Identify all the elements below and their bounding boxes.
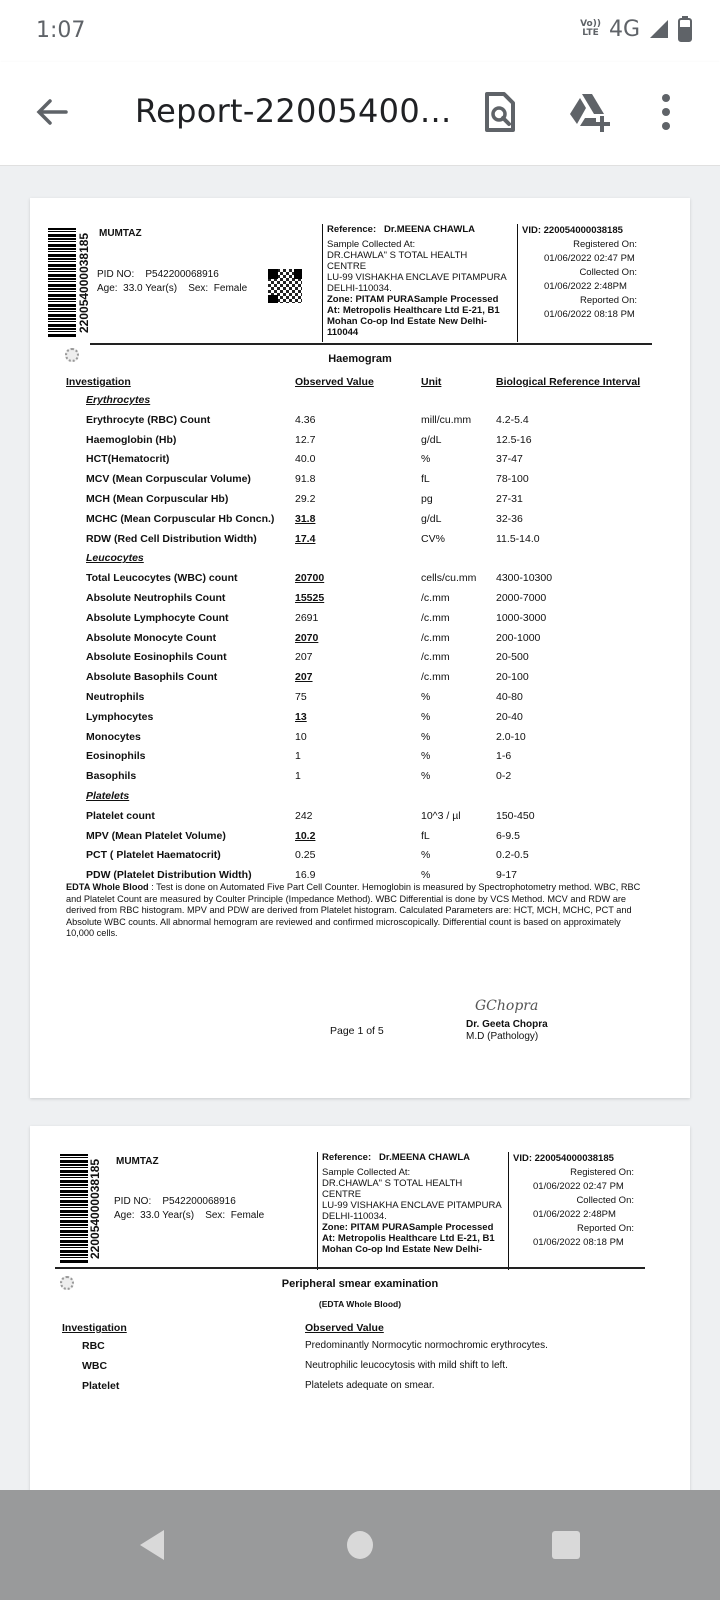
unit: cells/cu.mm — [421, 572, 477, 585]
unit: % — [421, 770, 431, 783]
observed-value: 29.2 — [295, 493, 316, 505]
reported-label: Reported On: — [579, 295, 637, 306]
reported-value: 01/06/2022 08:18 PM — [533, 1237, 624, 1248]
observed-value: 10 — [295, 730, 307, 743]
reference-interval: 27-31 — [496, 493, 523, 505]
processed-line: At: Metropolis Healthcare Ltd E-21, B1 — [327, 305, 500, 316]
registered-label: Registered On: — [573, 239, 637, 250]
reference-interval: 0.2-0.5 — [496, 849, 529, 862]
test-name: Platelet — [82, 1380, 120, 1392]
barcode-number: 220054000038185 — [77, 232, 91, 334]
reference-interval: 78-100 — [496, 473, 529, 486]
reference-interval: 32-36 — [496, 512, 523, 525]
group-heading: Leucocytes — [86, 552, 144, 565]
observed-value: Neutrophilic leucocytosis with mild shift to left. — [305, 1360, 508, 1371]
observed-value: 12.7 — [295, 433, 316, 446]
collected-label: Collected On: — [579, 267, 637, 278]
reference-doctor: Dr.MEENA CHAWLA — [379, 1152, 470, 1163]
table-row — [66, 572, 666, 590]
patient-name: MUMTAZ — [116, 1156, 159, 1167]
unit: CV% — [421, 532, 445, 545]
table-row — [66, 612, 666, 630]
status-bar — [0, 0, 720, 62]
table-row — [62, 1340, 662, 1358]
reference-line — [322, 1152, 507, 1163]
pdf-viewer[interactable] — [0, 166, 720, 1600]
header-divider — [55, 1267, 645, 1269]
unit: fL — [421, 473, 430, 486]
note-text: : Test is done on Automated Five Part Cell Counter. Hemoglobin is measured by Spectrophotometry method. WBC, RBC and Platelet Count are measured by Coulter Principle (Impedance Method). WBC Differential is done by VCS Method. MCV and RDW are derived from RBC histogram. MPV and PDW are derived from Platelet histogram. Calculated Parameters are: HCT, MCH, MCHC, PCT and Absolute WBC counts. All abnormal hemogram are reviewed and confirmed microscopically. Differential count is based on approximately 10,000 cells. — [66, 882, 641, 938]
more-options-button[interactable] — [644, 90, 688, 134]
reference-interval: 2.0-10 — [496, 730, 526, 743]
barcode — [48, 228, 76, 338]
test-name: Lymphocytes — [86, 710, 154, 723]
observed-value: 75 — [295, 691, 307, 703]
nav-recents-icon — [541, 1520, 591, 1570]
reference-interval: 1-6 — [496, 750, 512, 763]
vid-box — [517, 224, 657, 342]
test-name: Absolute Lymphocyte Count — [86, 611, 229, 624]
table-row — [62, 1380, 662, 1398]
reference-interval: 2000-7000 — [496, 592, 547, 604]
pdf-page-1 — [30, 198, 690, 1098]
reference-interval: 4300-10300 — [496, 572, 553, 585]
col-observed-value: Observed Value — [305, 1322, 384, 1334]
test-name: Absolute Monocyte Count — [86, 631, 217, 644]
table-row — [66, 513, 666, 531]
observed-value: 13 — [295, 710, 307, 723]
pid-value: P542200068916 — [162, 1196, 236, 1207]
vid-value: 220054000038185 — [543, 225, 623, 236]
registered-value: 01/06/2022 02:47 PM — [544, 253, 635, 264]
reference-label: Reference: — [322, 1152, 372, 1163]
test-name: Monocytes — [86, 730, 141, 743]
registered-label: Registered On: — [570, 1167, 634, 1178]
unit: /c.mm — [421, 592, 450, 604]
volte-icon — [580, 20, 601, 38]
table-row — [66, 473, 666, 491]
processed-line: Zone: PITAM PURASample Processed — [322, 1222, 494, 1233]
status-time: 1:07 — [36, 18, 86, 43]
doctor-degree: M.D (Pathology) — [466, 1031, 539, 1042]
group-heading: Erythrocytes — [86, 394, 151, 406]
test-name: HCT(Hematocrit) — [86, 453, 170, 466]
processed-line: 110044 — [327, 327, 359, 338]
test-name: MCV (Mean Corpuscular Volume) — [86, 473, 251, 486]
observed-value: Predominantly Normocytic normochromic erythrocytes. — [305, 1340, 548, 1351]
test-name: PDW (Platelet Distribution Width) — [86, 869, 252, 882]
patient-name: MUMTAZ — [99, 228, 142, 239]
reference-interval: 4.2-5.4 — [496, 413, 529, 426]
observed-value: 1 — [295, 770, 301, 783]
processed-line: Mohan Co-op Ind Estate New Delhi- — [322, 1244, 482, 1255]
unit: g/dL — [421, 433, 442, 446]
table-row — [66, 493, 666, 511]
collected-value: 01/06/2022 2:48PM — [544, 281, 627, 292]
test-name: RDW (Red Cell Distribution Width) — [86, 532, 257, 545]
table-row — [66, 750, 666, 768]
section-title: Peripheral smear examination — [281, 1278, 439, 1290]
nav-recents-button[interactable] — [541, 1520, 591, 1570]
unit: fL — [421, 829, 430, 842]
network-type: 4G — [608, 16, 640, 42]
drive-add-icon — [566, 90, 610, 134]
reference-interval: 0-2 — [496, 770, 512, 783]
table-row — [66, 810, 666, 828]
test-name: Total Leucocytes (WBC) count — [86, 572, 238, 585]
observed-value: 40.0 — [295, 453, 316, 466]
reported-label: Reported On: — [576, 1223, 634, 1234]
age-sex-line — [97, 282, 247, 296]
reference-interval: 200-1000 — [496, 631, 541, 644]
reference-interval: 40-80 — [496, 691, 523, 703]
pid-label: PID NO: — [114, 1196, 152, 1207]
test-name: MCH (Mean Corpuscular Hb) — [86, 493, 229, 505]
volte-bottom: LTE — [582, 28, 599, 38]
sex-label: Sex: — [188, 283, 209, 294]
pid-value: P542200068916 — [145, 269, 219, 280]
age-label: Age: — [97, 283, 118, 294]
volte-top: Vo)) — [580, 19, 601, 29]
arrow-back-icon — [32, 92, 72, 132]
col-investigation: Investigation — [62, 1322, 127, 1334]
table-row — [66, 533, 666, 551]
table-row — [66, 711, 666, 729]
observed-value: 17.4 — [295, 532, 316, 545]
sex-value: Female — [213, 283, 248, 294]
method-note — [66, 882, 646, 940]
processed-line: Zone: PITAM PURASample Processed — [327, 294, 499, 305]
reference-line — [327, 224, 514, 235]
back-button[interactable] — [32, 92, 72, 132]
observed-value: 15525 — [295, 592, 325, 604]
collected-value: 01/06/2022 2:48PM — [533, 1209, 616, 1220]
nav-home-button[interactable] — [335, 1520, 385, 1570]
unit: % — [421, 453, 431, 466]
test-name: Absolute Eosinophils Count — [86, 651, 227, 664]
observed-value: 31.8 — [295, 512, 316, 525]
observed-value: 0.25 — [295, 849, 316, 862]
signal-icon — [648, 18, 670, 40]
table-row — [66, 691, 666, 709]
collected-label: Collected On: — [576, 1195, 634, 1206]
vid-label: VID: — [513, 1153, 532, 1164]
observed-value: 2691 — [295, 611, 319, 624]
age-value: 33.0 Year(s) — [140, 1210, 195, 1221]
table-row — [66, 671, 666, 689]
find-in-page-icon — [478, 90, 522, 134]
reference-interval: 12.5-16 — [496, 433, 532, 446]
observed-value: Platelets adequate on smear. — [305, 1380, 435, 1391]
table-row — [66, 849, 666, 867]
signature: GChopra — [475, 998, 539, 1014]
observed-value: 207 — [295, 671, 313, 684]
col-investigation: Investigation — [66, 376, 131, 388]
table-row — [66, 770, 666, 788]
test-name: Absolute Neutrophils Count — [86, 592, 226, 604]
collected-at-label: Sample Collected At: — [327, 239, 416, 250]
find-in-page-button[interactable] — [478, 90, 522, 134]
test-name: Platelet count — [86, 809, 155, 822]
qr-code — [267, 268, 303, 304]
unit: /c.mm — [421, 651, 450, 664]
doctor-name: Dr. Geeta Chopra — [466, 1019, 548, 1030]
test-name: WBC — [82, 1360, 108, 1372]
nav-back-icon — [128, 1520, 178, 1570]
vid-value: 220054000038185 — [534, 1153, 614, 1164]
unit: pg — [421, 493, 433, 505]
test-name: Haemoglobin (Hb) — [86, 433, 177, 446]
col-unit: Unit — [421, 376, 442, 388]
battery-icon — [678, 16, 692, 42]
barcode-number: 220054000038185 — [88, 1158, 102, 1260]
page-number: Page 1 of 5 — [330, 1025, 384, 1037]
document-title: Report-22005400... — [135, 92, 452, 130]
collected-at-line: LU-99 VISHAKHA ENCLAVE PITAMPURA — [327, 272, 507, 283]
reported-value: 01/06/2022 08:18 PM — [544, 309, 635, 320]
collected-at-label: Sample Collected At: — [322, 1167, 411, 1178]
barcode — [60, 1154, 88, 1264]
nav-back-button[interactable] — [128, 1520, 178, 1570]
sex-value: Female — [230, 1210, 265, 1221]
collected-at-line: CENTRE — [322, 1189, 362, 1200]
reference-label: Reference: — [327, 224, 377, 235]
vid-line — [522, 224, 657, 238]
reference-interval: 150-450 — [496, 809, 535, 822]
col-reference-interval: Biological Reference Interval — [496, 376, 641, 388]
processed-line: At: Metropolis Healthcare Ltd E-21, B1 — [322, 1233, 495, 1244]
reference-doctor: Dr.MEENA CHAWLA — [384, 224, 475, 235]
status-icons — [580, 16, 692, 42]
unit: /c.mm — [421, 671, 450, 684]
observed-value: 16.9 — [295, 869, 316, 882]
reference-box — [322, 224, 514, 342]
pid-line — [97, 268, 219, 282]
section-subtitle: (EDTA Whole Blood) — [318, 1299, 402, 1309]
sex-label: Sex: — [205, 1210, 226, 1221]
table-row — [66, 632, 666, 650]
vid-box — [508, 1152, 648, 1270]
nav-home-icon — [335, 1520, 385, 1570]
unit: /c.mm — [421, 631, 450, 644]
age-label: Age: — [114, 1210, 135, 1221]
more-vert-icon — [644, 90, 688, 134]
reference-interval: 20-40 — [496, 710, 523, 723]
table-row — [66, 731, 666, 749]
unit: % — [421, 730, 431, 743]
test-name: PCT ( Platelet Haematocrit) — [86, 849, 221, 862]
reference-box — [317, 1152, 507, 1270]
test-name: Eosinophils — [86, 750, 146, 763]
observed-value: 10.2 — [295, 829, 316, 842]
unit: % — [421, 710, 431, 723]
age-value: 33.0 Year(s) — [123, 283, 178, 294]
collected-at-line: DR.CHAWLA" S TOTAL HEALTH — [322, 1178, 463, 1189]
table-row — [66, 830, 666, 848]
observed-value: 1 — [295, 750, 301, 763]
observed-value: 207 — [295, 651, 313, 664]
table-row — [66, 651, 666, 669]
observed-value: 242 — [295, 809, 313, 822]
collected-at-line: DELHI-110034. — [327, 283, 392, 294]
system-nav-bar — [0, 1490, 720, 1600]
unit: g/dL — [421, 512, 442, 525]
unit: /c.mm — [421, 611, 450, 624]
reference-interval: 9-17 — [496, 869, 518, 882]
pid-line — [114, 1195, 236, 1209]
group-heading: Platelets — [86, 790, 130, 802]
collected-at-line: CENTRE — [327, 261, 367, 272]
age-sex-line — [114, 1209, 264, 1223]
reference-interval: 1000-3000 — [496, 611, 547, 624]
unit: 10^3 / µl — [421, 809, 461, 822]
collected-at-line: LU-99 VISHAKHA ENCLAVE PITAMPURA — [322, 1200, 502, 1211]
vid-label: VID: — [522, 225, 541, 236]
collected-at-line: DR.CHAWLA" S TOTAL HEALTH — [327, 250, 468, 261]
registered-value: 01/06/2022 02:47 PM — [533, 1181, 624, 1192]
table-row — [66, 453, 666, 471]
processed-line: Mohan Co-op Ind Estate New Delhi- — [327, 316, 487, 327]
table-row — [62, 1360, 662, 1378]
test-name: Neutrophils — [86, 691, 145, 703]
col-observed-value: Observed Value — [295, 376, 374, 388]
unit: mill/cu.mm — [421, 413, 472, 426]
observed-value: 4.36 — [295, 413, 316, 426]
header-divider — [90, 343, 652, 345]
reference-interval: 11.5-14.0 — [496, 532, 540, 545]
reference-interval: 37-47 — [496, 453, 523, 466]
add-to-drive-button[interactable] — [566, 90, 610, 134]
test-name: Erythrocyte (RBC) Count — [86, 413, 211, 426]
note-bold: EDTA Whole Blood — [66, 882, 149, 892]
test-name: RBC — [82, 1340, 105, 1352]
collected-at-line: DELHI-110034. — [322, 1211, 387, 1222]
reference-interval: 20-500 — [496, 651, 529, 664]
test-name: Basophils — [86, 770, 137, 783]
observed-value: 2070 — [295, 631, 319, 644]
reference-interval: 20-100 — [496, 671, 529, 684]
table-row — [66, 434, 666, 452]
table-row — [66, 592, 666, 610]
app-bar — [0, 62, 720, 166]
section-title: Haemogram — [328, 353, 392, 365]
test-name: MPV (Mean Platelet Volume) — [86, 829, 226, 842]
unit: % — [421, 691, 431, 703]
observed-value: 20700 — [295, 572, 325, 585]
pid-label: PID NO: — [97, 269, 135, 280]
unit: % — [421, 750, 431, 763]
unit: % — [421, 869, 431, 882]
test-name: MCHC (Mean Corpuscular Hb Concn.) — [86, 512, 275, 525]
test-name: Absolute Basophils Count — [86, 671, 218, 684]
vid-line — [513, 1152, 648, 1166]
observed-value: 91.8 — [295, 473, 316, 486]
table-row — [66, 414, 666, 432]
reference-interval: 6-9.5 — [496, 829, 520, 842]
unit: % — [421, 849, 431, 862]
